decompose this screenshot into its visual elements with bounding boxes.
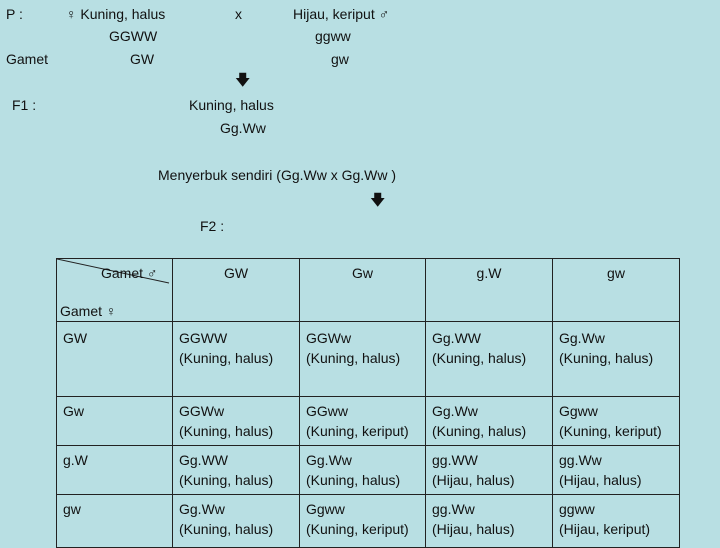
- phenotype: (Kuning, halus): [306, 472, 401, 488]
- row-header: gw: [57, 495, 173, 548]
- male-gamete: gw: [331, 51, 349, 67]
- phenotype: (Kuning, keriput): [306, 521, 409, 537]
- punnett-cell: [300, 322, 426, 397]
- header-row: [57, 259, 680, 322]
- genotype: gg.Ww: [432, 501, 475, 517]
- genotype: Gg.WW: [432, 330, 481, 346]
- column-header: GW: [173, 259, 300, 322]
- selfing-cross: Menyerbuk sendiri (Gg.Ww x Gg.Ww ): [158, 167, 397, 183]
- phenotype: (Kuning, keriput): [306, 423, 409, 439]
- punnett-cell: [426, 446, 553, 495]
- punnett-cell: [426, 397, 553, 446]
- female-gamete-header: Gamet ♀: [60, 303, 117, 319]
- punnett-cell: [553, 397, 680, 446]
- genotype: GGWw: [179, 403, 225, 419]
- genotype: Ggww: [559, 403, 598, 419]
- column-header: Gw: [300, 259, 426, 322]
- f1-phenotype: Kuning, halus: [189, 97, 274, 113]
- arrow-down-icon: 🡇: [370, 191, 386, 209]
- table-row: [57, 446, 680, 495]
- female-gamete: GW: [130, 51, 155, 67]
- genotype: Ggww: [306, 501, 345, 517]
- punnett-cell: [426, 322, 553, 397]
- table-row: [57, 397, 680, 446]
- phenotype: (Kuning, keriput): [559, 423, 662, 439]
- column-header: gw: [553, 259, 680, 322]
- cross-symbol: x: [235, 6, 242, 22]
- phenotype: (Kuning, halus): [432, 423, 527, 439]
- phenotype: (Kuning, halus): [179, 521, 274, 537]
- genotype: GGWw: [306, 330, 352, 346]
- punnett-square: [56, 258, 680, 548]
- f2-label: F2 :: [200, 218, 225, 234]
- punnett-cell: [173, 322, 300, 397]
- f1-genotype: Gg.Ww: [220, 120, 266, 136]
- parent-label: P :: [6, 6, 23, 22]
- genotype: Gg.Ww: [306, 452, 352, 468]
- phenotype: (Hijau, halus): [559, 472, 642, 488]
- phenotype: (Kuning, halus): [306, 350, 401, 366]
- phenotype: (Kuning, halus): [559, 350, 654, 366]
- genotype: GGww: [306, 403, 348, 419]
- gamete-label: Gamet: [6, 51, 49, 67]
- f1-label: F1 :: [12, 97, 37, 113]
- row-header: g.W: [57, 446, 173, 495]
- row-header: GW: [57, 322, 173, 397]
- punnett-cell: [300, 446, 426, 495]
- genotype: Gg.WW: [179, 452, 228, 468]
- genotype: gg.Ww: [559, 452, 602, 468]
- punnett-cell: [553, 446, 680, 495]
- arrow-down-icon: 🡇: [235, 71, 251, 89]
- genotype: gg.WW: [432, 452, 478, 468]
- punnett-cell: [300, 397, 426, 446]
- phenotype: (Kuning, halus): [179, 423, 274, 439]
- corner-cell: [57, 259, 173, 322]
- phenotype: (Kuning, halus): [179, 350, 274, 366]
- phenotype: (Hijau, halus): [432, 472, 515, 488]
- phenotype: (Kuning, halus): [179, 472, 274, 488]
- column-header: g.W: [426, 259, 553, 322]
- phenotype: (Kuning, halus): [432, 350, 527, 366]
- punnett-cell: [173, 446, 300, 495]
- phenotype: (Hijau, keriput): [559, 521, 651, 537]
- male-parent-phenotype: Hijau, keriput ♂: [293, 6, 390, 22]
- punnett-cell: [553, 322, 680, 397]
- genotype: ggww: [559, 501, 595, 517]
- female-parent-phenotype: ♀ Kuning, halus: [66, 6, 166, 22]
- genotype: GGWW: [179, 330, 228, 346]
- genotype: Gg.Ww: [432, 403, 478, 419]
- punnett-cell: [173, 397, 300, 446]
- phenotype: (Hijau, halus): [432, 521, 515, 537]
- genotype: Gg.Ww: [179, 501, 225, 517]
- male-gamete-header: Gamet ♂: [101, 265, 158, 281]
- male-parent-genotype: ggww: [315, 28, 351, 44]
- row-header: Gw: [57, 397, 173, 446]
- genotype: Gg.Ww: [559, 330, 605, 346]
- female-parent-genotype: GGWW: [109, 28, 158, 44]
- table-row: [57, 322, 680, 397]
